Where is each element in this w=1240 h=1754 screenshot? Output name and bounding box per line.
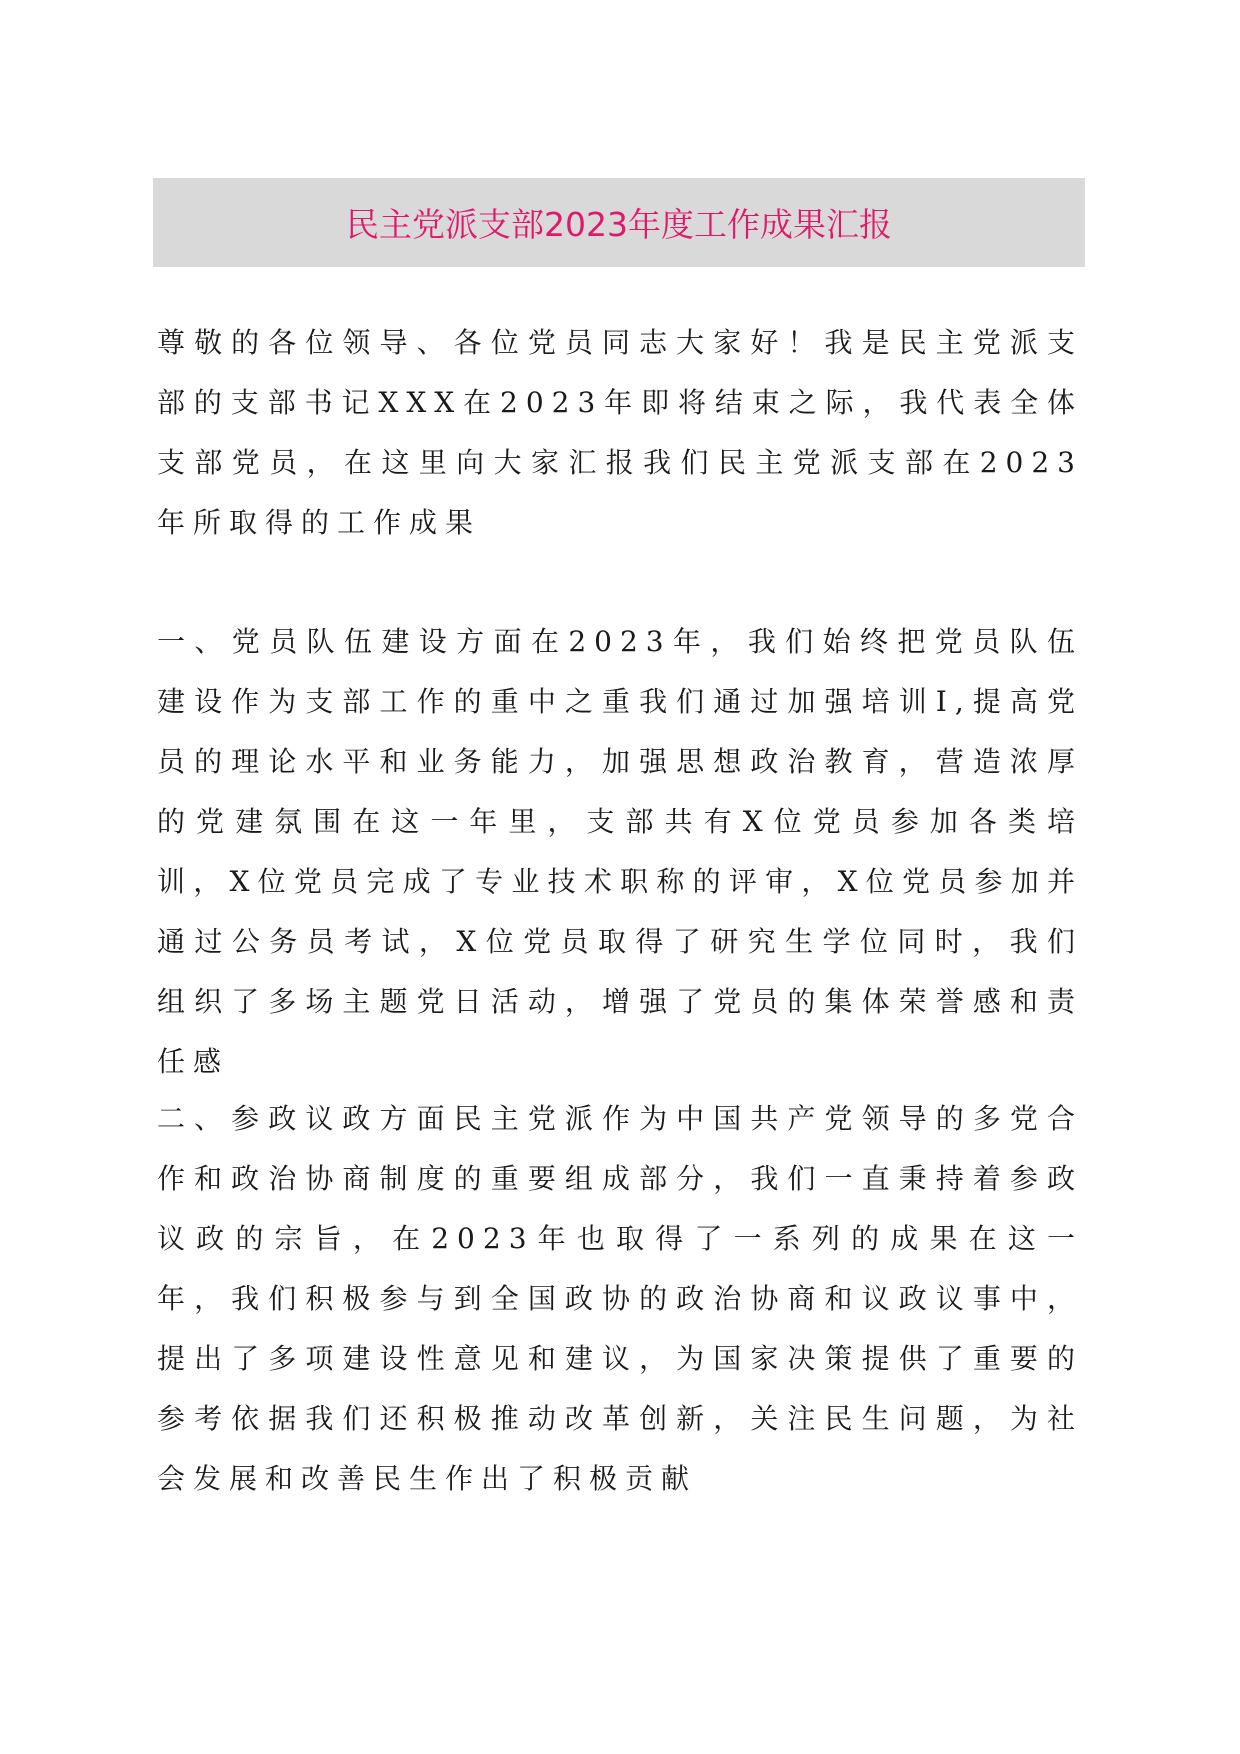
section-two-paragraph: 二、参政议政方面民主党派作为中国共产党领导的多党合作和政治协商制度的重要组成部分，我们一直秉持着参政议政的宗旨，在2023年也取得了一系列的成果在这一年，我们积极参与到全国政协的政治协商和议政议事中，提出了多项建设性意见和建议，为国家决策提供了重要的参考依据我们还积极推动改革创新，关注民生问题，为社会发展和改善民生作出了积极贡献 [157, 1102, 1083, 1495]
section-one-block [157, 612, 1083, 1092]
section-one-paragraph: 一、党员队伍建设方面在2023年，我们始终把党员队伍建设作为支部工作的重中之重我们通过加强培训I,提高党员的理论水平和业务能力，加强思想政治教育，营造浓厚的党建氛围在这一年里，支部共有X位党员参加各类培训，X位党员完成了专业技术职称的评审，X位党员参加并通过公务员考试，X位党员取得了研究生学位同时，我们组织了多场主题党日活动，增强了党员的集体荣誉感和责任感 [157, 625, 1083, 1078]
title-banner [153, 178, 1085, 267]
document-title: 民主党派支部2023年度工作成果汇报 [346, 205, 892, 244]
intro-paragraph: 尊敬的各位领导、各位党员同志大家好！我是民主党派支部的支部书记XXX在2023年即将结束之际，我代表全体支部党员，在这里向大家汇报我们民主党派支部在2023年所取得的工作成果 [157, 326, 1083, 539]
section-two-block [157, 1089, 1083, 1509]
intro-paragraph-block [157, 313, 1083, 553]
